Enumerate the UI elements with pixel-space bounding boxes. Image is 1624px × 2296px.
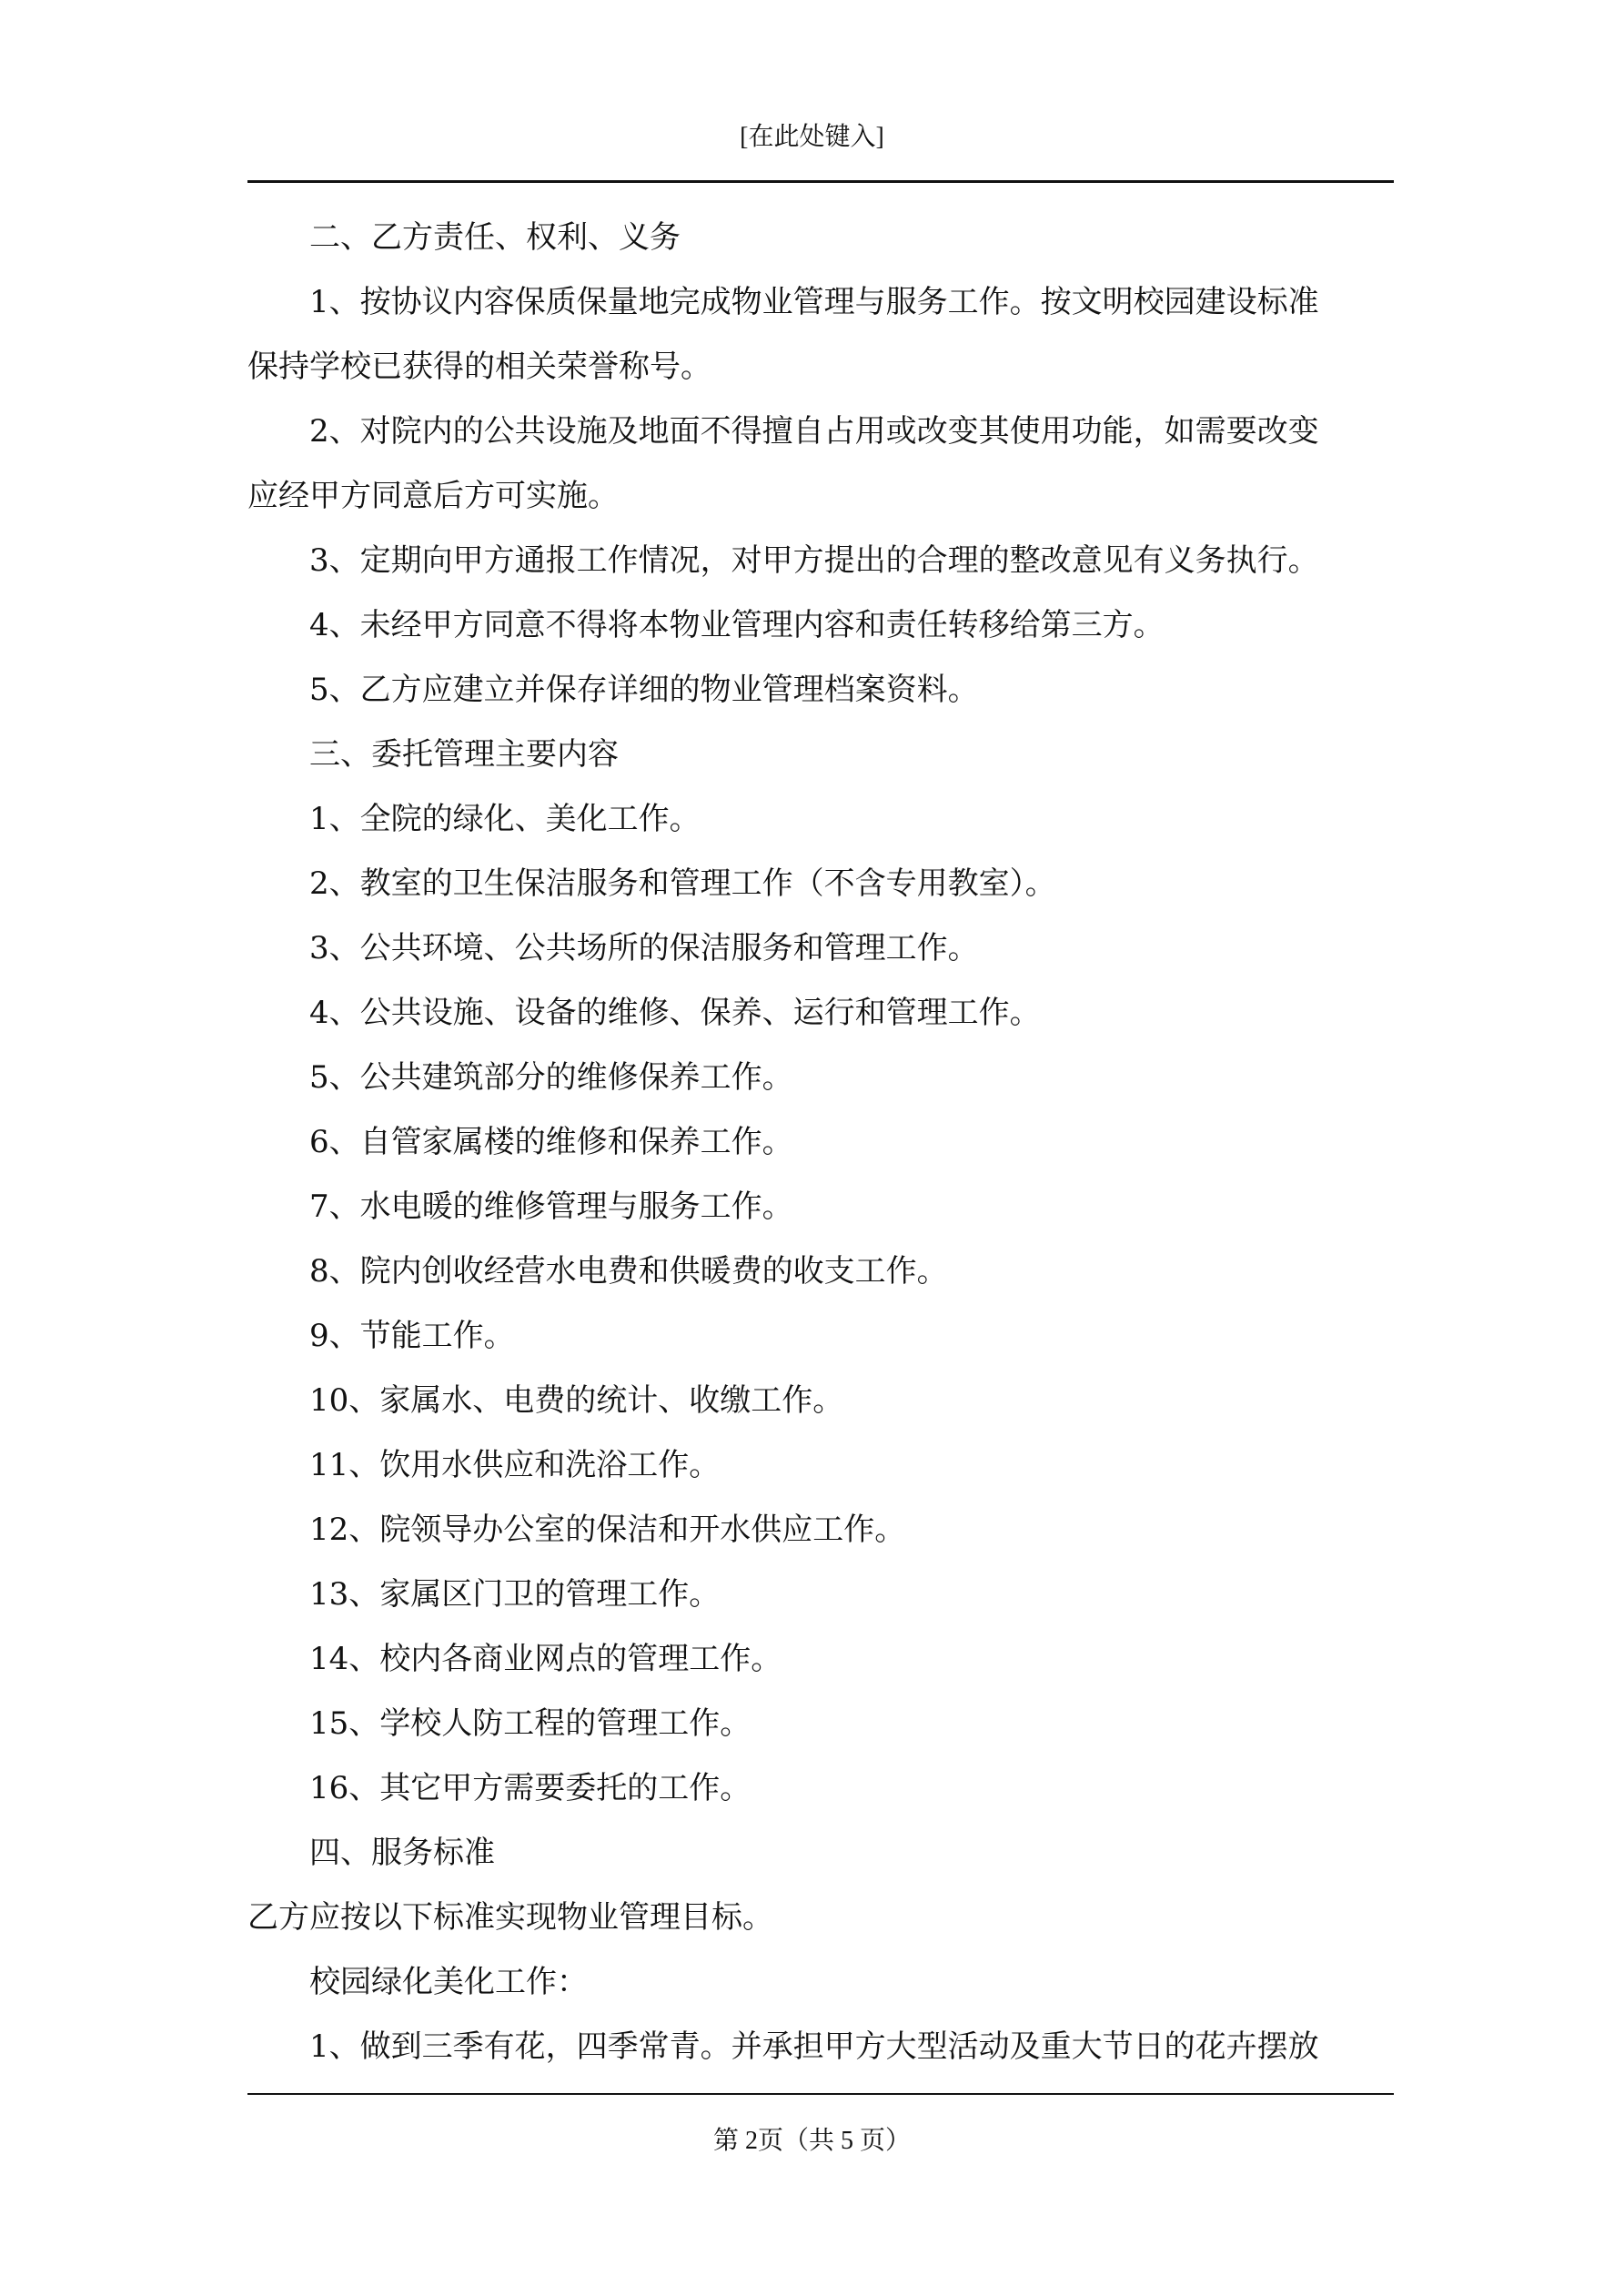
text-line: 8、院内创收经营水电费和供暖费的收支工作。 xyxy=(309,1253,948,1290)
text-line: 校园绿化美化工作： xyxy=(309,1964,588,2000)
text-line: 14、校内各商业网点的管理工作。 xyxy=(309,1641,782,1677)
text-line: 13、家属区门卫的管理工作。 xyxy=(309,1576,721,1613)
document-body xyxy=(247,206,1394,2079)
text-line: 1、做到三季有花，四季常青。并承担甲方大型活动及重大节日的花卉摆放 xyxy=(309,2028,1319,2065)
text-line: 2、教室的卫生保洁服务和管理工作（不含专用教室）。 xyxy=(309,865,1056,902)
text-line: 二、乙方责任、权利、义务 xyxy=(309,219,681,256)
text-line: 15、学校人防工程的管理工作。 xyxy=(309,1705,751,1742)
text-line: 7、水电暖的维修管理与服务工作。 xyxy=(309,1188,793,1225)
text-line: 四、服务标准 xyxy=(309,1835,495,1871)
text-line: 3、公共环境、公共场所的保洁服务和管理工作。 xyxy=(309,930,979,966)
header-rule xyxy=(247,180,1394,183)
text-line: 9、节能工作。 xyxy=(309,1318,515,1354)
text-line: 2、对院内的公共设施及地面不得擅自占用或改变其使用功能，如需要改变 xyxy=(309,413,1319,450)
text-line: 应经甲方同意后方可实施。 xyxy=(247,478,619,514)
text-line: 三、委托管理主要内容 xyxy=(309,736,619,773)
text-line: 乙方应按以下标准实现物业管理目标。 xyxy=(247,1899,773,1936)
text-line: 6、自管家属楼的维修和保养工作。 xyxy=(309,1124,793,1160)
page-footer: 第 2页（共 5 页） xyxy=(712,2127,911,2155)
text-line: 11、饮用水供应和洗浴工作。 xyxy=(309,1447,721,1483)
text-line: 5、公共建筑部分的维修保养工作。 xyxy=(309,1059,793,1096)
text-line: 16、其它甲方需要委托的工作。 xyxy=(309,1770,751,1806)
text-line: 1、按协议内容保质保量地完成物业管理与服务工作。按文明校园建设标准 xyxy=(309,284,1319,320)
text-line: 4、未经甲方同意不得将本物业管理内容和责任转移给第三方。 xyxy=(309,607,1165,643)
text-line: 3、定期向甲方通报工作情况，对甲方提出的合理的整改意见有义务执行。 xyxy=(309,542,1319,579)
text-line: 12、院领导办公室的保洁和开水供应工作。 xyxy=(309,1512,906,1548)
text-line: 5、乙方应建立并保存详细的物业管理档案资料。 xyxy=(309,672,979,708)
text-line: 保持学校已获得的相关荣誉称号。 xyxy=(247,349,711,385)
page-header: [在此处键入] xyxy=(740,123,884,151)
text-line: 10、家属水、电费的统计、收缴工作。 xyxy=(309,1382,844,1419)
text-line: 4、公共设施、设备的维修、保养、运行和管理工作。 xyxy=(309,995,1041,1031)
text-line: 1、全院的绿化、美化工作。 xyxy=(309,801,701,837)
footer-rule xyxy=(247,2093,1394,2095)
